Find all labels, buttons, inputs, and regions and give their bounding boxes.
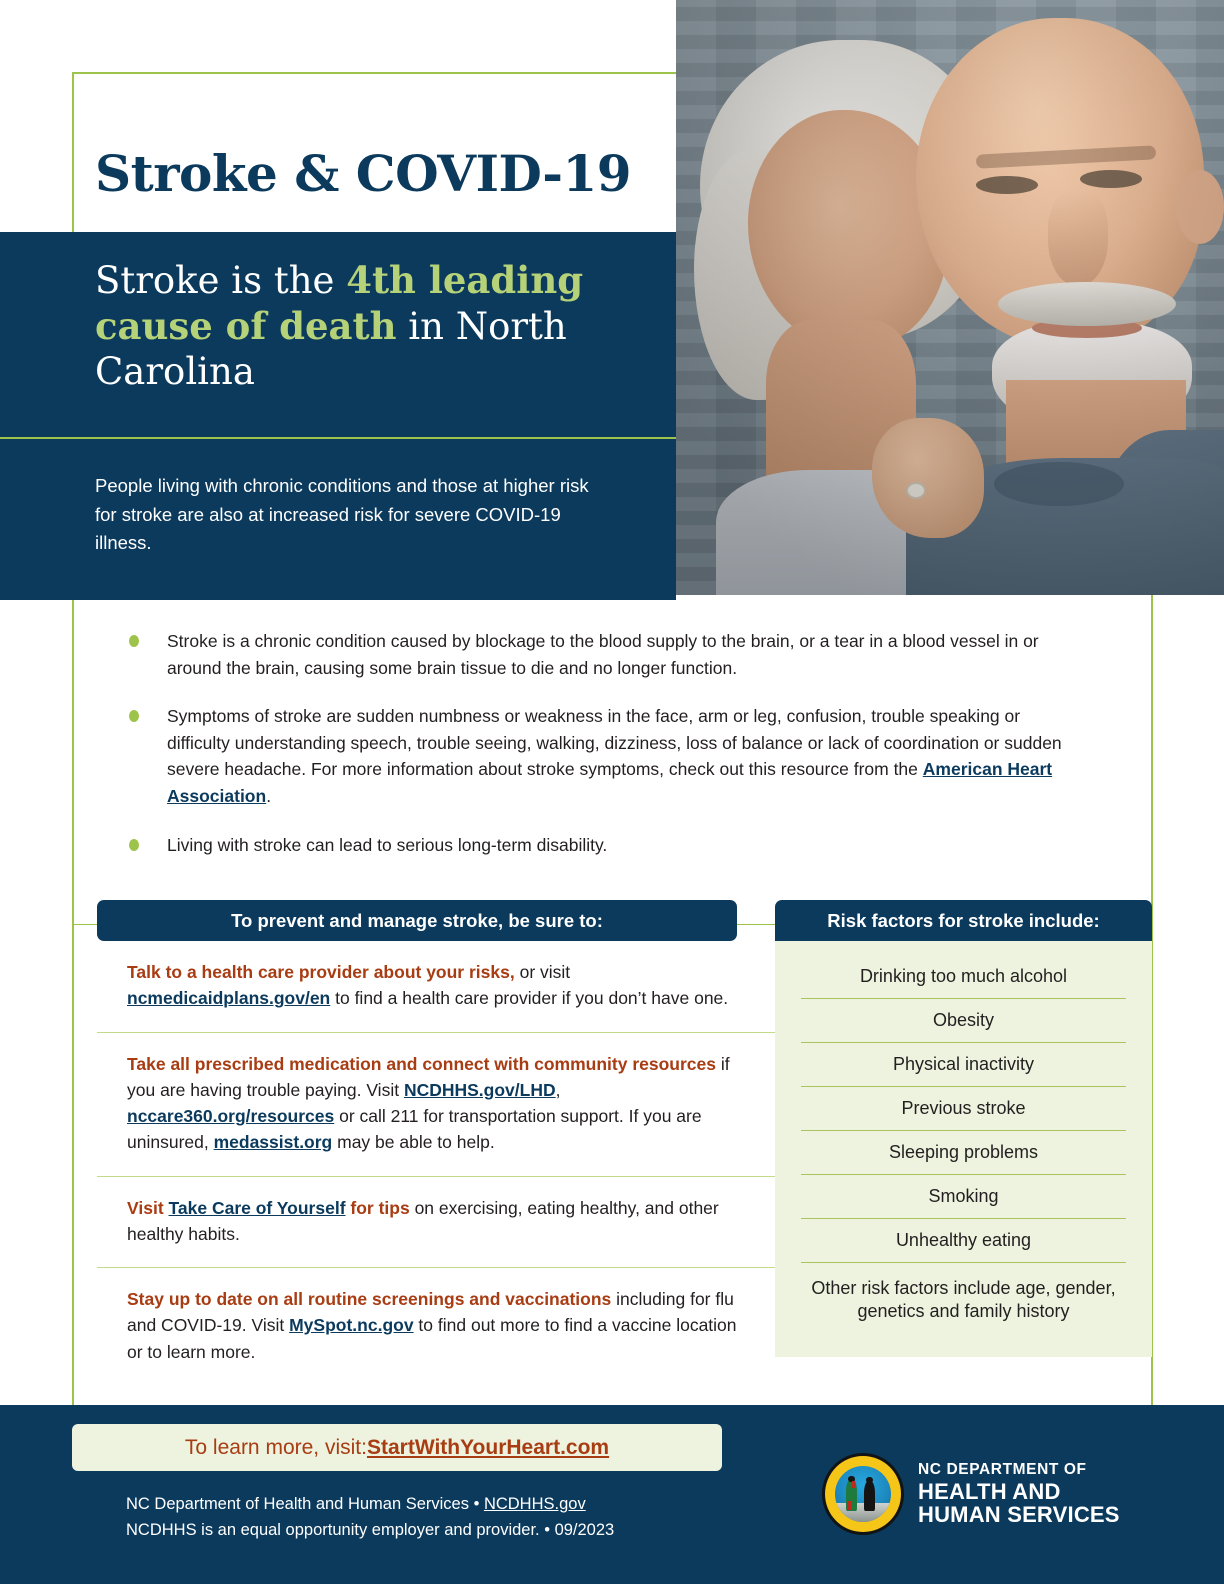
bullet-text: Stroke is a chronic condition caused by blockage to the blood supply to the brain, or a tear in a blood vessel in or around the brain, causing some brain tissue to die and no longer function. (167, 631, 1039, 678)
bullet-text: Symptoms of stroke are sudden numbness or weakness in the face, arm or leg, confusion, trouble speaking or difficulty understanding speech, trouble seeing, walking, dizziness, loss of balance or lack of coordination or sudden severe headache. For more information about stroke symptoms, check out this resource from the (167, 706, 1062, 780)
tip-text: including for flu and COVID-19. Visit (127, 1289, 734, 1336)
tip-text: or visit (514, 962, 571, 982)
prevent-header: To prevent and manage stroke, be sure to: (97, 900, 737, 941)
page-title: Stroke & COVID-19 (95, 143, 632, 203)
risk-factors-column (775, 900, 1152, 1357)
bullet-text-tail: . (266, 785, 272, 806)
hero-divider-line (0, 437, 676, 439)
bullet-text: Living with stroke can lead to serious long-term disability. (167, 834, 608, 855)
tip-item (97, 1033, 777, 1177)
myspot-link[interactable]: MySpot.nc.gov (289, 1315, 414, 1336)
tip-emphasis: for tips (345, 1197, 410, 1218)
list-item (125, 832, 1065, 859)
tip-text: if you are having trouble paying. Visit (127, 1053, 730, 1100)
learn-more-banner[interactable] (72, 1424, 722, 1471)
ncdhhs-lhd-link[interactable]: NCDHHS.gov/LHD (403, 1079, 556, 1100)
risk-footnote: Other risk factors include age, gender, genetics and family history (811, 1278, 1116, 1322)
hero-statement-text (95, 258, 625, 394)
tip-text: to find a health care provider if you don’t have one. (330, 988, 729, 1009)
bullet-dot-icon (129, 710, 139, 722)
bullet-dot-icon (129, 839, 139, 851)
startwithyourheart-link[interactable]: StartWithYourHeart.com (366, 1435, 610, 1459)
photo-man-nose (1048, 190, 1108, 286)
seal-inner (835, 1466, 891, 1522)
photo-woman-ring (906, 482, 926, 499)
list-item (125, 703, 1065, 809)
ncdhhs-logo (822, 1452, 1122, 1536)
risk-item: Smoking (801, 1175, 1126, 1219)
seal-liberty-staff (852, 1481, 855, 1489)
medassist-link[interactable]: medassist.org (213, 1132, 333, 1153)
statement-post: in North Carolina (95, 304, 567, 393)
take-care-of-yourself-link[interactable]: Take Care of Yourself (168, 1197, 346, 1218)
photo-man-eye-left (976, 176, 1038, 194)
nc-state-seal-icon (822, 1453, 904, 1535)
tip-item (97, 941, 777, 1033)
nccare360-link[interactable]: nccare360.org/resources (127, 1106, 335, 1126)
american-heart-association-link[interactable]: American Heart Association (167, 759, 1053, 806)
seal-ground (835, 1503, 891, 1522)
risk-item: Physical inactivity (801, 1043, 1126, 1087)
tip-item (97, 1268, 777, 1385)
statement-highlight: 4th leading cause of death (95, 258, 584, 348)
footer-line-1 (126, 1492, 766, 1518)
logo-line-3: HUMAN SERVICES (918, 1501, 1120, 1527)
footer-agency-name: NC Department of Health and Human Services • (126, 1495, 484, 1513)
ncmedicaidplans-link[interactable]: ncmedicaidplans.gov/en (127, 988, 331, 1009)
bullet-dot-icon (129, 635, 139, 647)
cta-label: To learn more, visit: (184, 1435, 367, 1459)
photo-man-moustache (998, 282, 1176, 326)
tip-emphasis: Stay up to date on all routine screenings and vaccinations (127, 1289, 612, 1309)
logo-line-2: HEALTH AND (918, 1478, 1061, 1504)
footer-agency-text (126, 1492, 766, 1543)
logo-line-1: NC DEPARTMENT OF (918, 1461, 1087, 1479)
section-left-border (72, 600, 74, 1405)
hero-section (0, 0, 1224, 600)
older-couple-photo (676, 0, 1224, 595)
photo-woman-hand (872, 418, 984, 538)
risk-item: Unhealthy eating (801, 1219, 1126, 1263)
hero-subtext: People living with chronic conditions and those at higher risk for stroke are also at increased risk for severe COVID-19 illness. (95, 475, 589, 554)
photo-man-eye-right (1080, 170, 1142, 188)
logo-wordmark (918, 1462, 1120, 1526)
stroke-facts-list (125, 628, 1065, 880)
risk-item: Sleeping problems (801, 1131, 1126, 1175)
ncdhhs-gov-link[interactable]: NCDHHS.gov (483, 1495, 586, 1513)
seal-figure-plenty-head (866, 1477, 872, 1483)
risk-factors-panel (775, 941, 1152, 1357)
risk-item: Previous stroke (801, 1087, 1126, 1131)
tip-text: on exercising, eating healthy, and other healthy habits. (127, 1197, 719, 1244)
tip-emphasis: Take all prescribed medication and connect with community resources (127, 1053, 717, 1074)
tip-item (97, 1177, 777, 1269)
statement-pre: Stroke is the (95, 259, 347, 302)
tip-text: , (555, 1079, 561, 1100)
prevent-manage-column (97, 900, 777, 1385)
footer-line-2: NCDHHS is an equal opportunity employer and provider. • 09/2023 (126, 1520, 615, 1539)
photo-man-collar (994, 462, 1124, 506)
seal-figure-plenty (864, 1481, 875, 1511)
tip-text: or call 211 for transportation support. If you are uninsured, (127, 1106, 702, 1153)
tip-emphasis: Talk to a health care provider about your risks, (127, 962, 515, 982)
tip-text: may be able to help. (332, 1132, 495, 1153)
risk-item: Drinking too much alcohol (801, 955, 1126, 999)
photo-man-ear (1176, 170, 1224, 244)
tip-emphasis: Visit (127, 1197, 169, 1218)
risk-item: Obesity (801, 999, 1126, 1043)
risk-factors-header: Risk factors for stroke include: (775, 900, 1152, 941)
list-item (125, 628, 1065, 681)
tip-text: to find out more to find a vaccine location or to learn more. (127, 1315, 737, 1362)
seal-red-accent (847, 1501, 851, 1510)
